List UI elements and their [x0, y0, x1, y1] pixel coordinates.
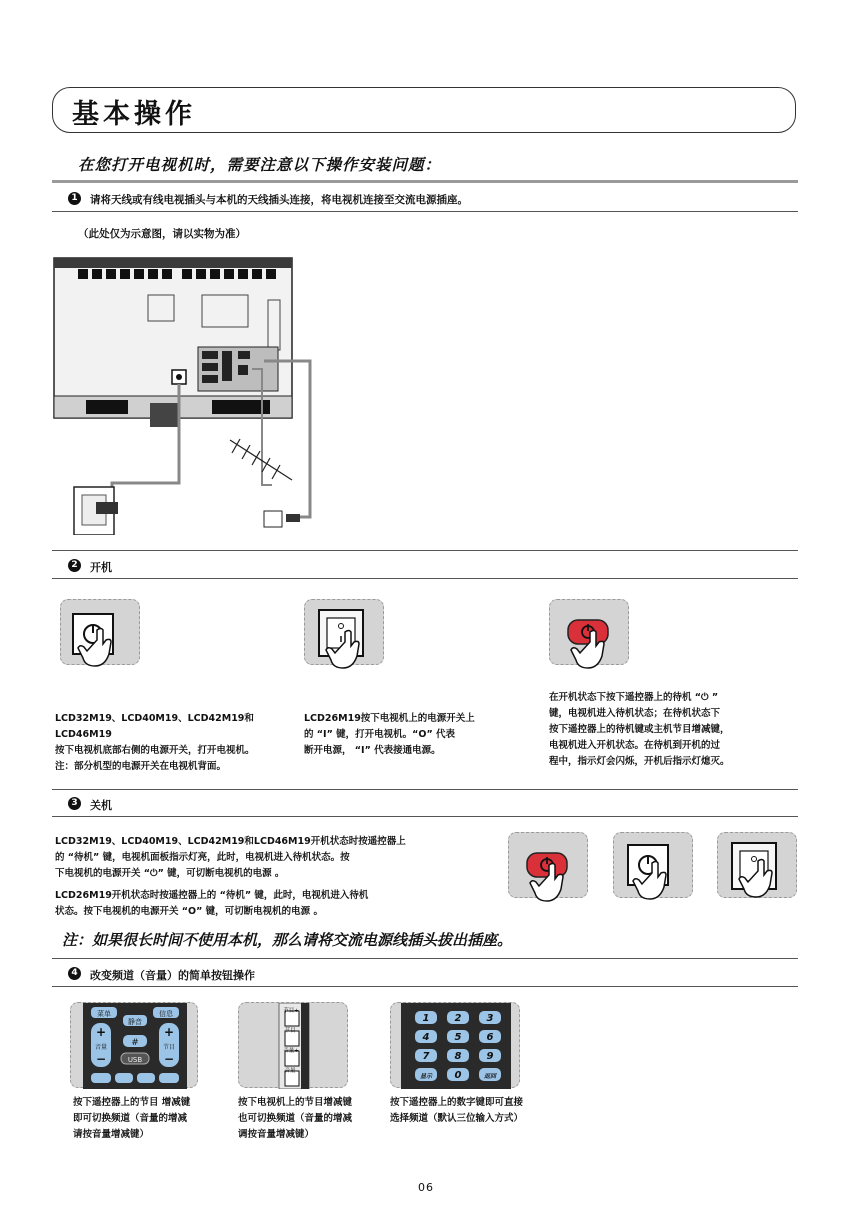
section-2-text-2: LCD26M19按下电视机上的电源开关上 的 “I” 键，打开电视机。“O” 代表 断开电源， “I” 代表接通电源。 [304, 713, 475, 756]
section-2-title: 开机 [90, 561, 112, 574]
svg-text:静音: 静音 [128, 1018, 142, 1026]
section-4-number: 4 [68, 967, 81, 980]
section-3-title: 关机 [90, 799, 112, 812]
intro-text: 在您打开电视机时，需要注意以下操作安装问题： [78, 155, 442, 174]
antenna-plug [264, 511, 282, 527]
number-key-label: 6 [486, 1032, 494, 1043]
unplug-note: 注：如果很长时间不使用本机，那么请将交流电源线插头拔出插座。 [62, 931, 513, 949]
page-title: 基本操作 [72, 99, 196, 130]
tv-back-panel [54, 258, 292, 418]
section-2-text-1: LCD32M19、LCD40M19、LCD42M19和LCD46M19 按下电视机底部右侧的电源开关，打开电视机。 注：部分机型的电源开关在电视机背面。 [55, 713, 255, 772]
divider [52, 816, 798, 817]
svg-text:音量+: 音量+ [283, 1048, 299, 1054]
svg-text:−: − [95, 1052, 107, 1066]
svg-text:节目-: 节目- [284, 1028, 298, 1034]
standby-button [568, 620, 608, 644]
section-1-title: 请将天线或有线电视插头与本机的天线插头连接，将电视机连接至交流电源插座。 [90, 194, 468, 206]
divider [52, 180, 798, 183]
power-button-illustration [613, 832, 693, 898]
remote-channel-keys [70, 1002, 198, 1088]
tv-top-vents [54, 258, 292, 268]
section-4-title: 改变频道（音量）的简单按钮操作 [90, 969, 255, 982]
rocker-switch-illustration [717, 832, 797, 898]
standby-button-illustration [549, 599, 629, 665]
section-2-text-3: 在开机状态下按下遥控器上的待机 “⏻ ” 键，电视机进入待机状态；在待机状态下 按下遥控器上的待机键或主机节目增减键， 电视机进入开机状态。在待机到开机的过 程中，指示灯会闪烁，开机后指示灯熄灭。 [549, 692, 730, 767]
number-key-label: 5 [454, 1032, 462, 1043]
svg-text:−: − [163, 1052, 175, 1066]
tv-connection-diagram [52, 255, 332, 535]
number-key-label: 3 [486, 1013, 494, 1024]
remote-2-caption: 按下电视机上的节目增减键 也可切换频道（音量的增减 调按音量增减键） [238, 1097, 353, 1140]
divider [52, 578, 798, 579]
number-key-label: 返回 [483, 1073, 497, 1080]
standby-button [527, 853, 567, 877]
svg-text:USB: USB [127, 1056, 143, 1064]
divider [52, 986, 798, 987]
section-3-text-1: LCD32M19、LCD40M19、LCD42M19和LCD46M19开机状态时按遥控器上 的 “待机” 键，电视机面板指示灯亮，此时，电视机进入待机状态。按 下电视机的电源开关 “⏻” 键，可切断电视机的电源 。 [55, 836, 406, 879]
number-key-label: 4 [422, 1032, 430, 1043]
svg-text:+: + [95, 1025, 107, 1039]
number-key-label: 7 [422, 1051, 430, 1062]
svg-text:音量: 音量 [94, 1044, 108, 1051]
remote-3-caption: 按下遥控器上的数字键即可直接 选择频道（默认三位输入方式） [390, 1097, 524, 1124]
svg-text:音量-: 音量- [284, 1068, 298, 1074]
svg-text:节目: 节目 [162, 1044, 176, 1051]
svg-text:节目+: 节目+ [283, 1008, 299, 1014]
remote-number-keys [390, 1002, 520, 1088]
remote-1-caption: 按下遥控器上的节目 增减键 即可切换频道（音量的增减 请按音量增减键） [73, 1097, 191, 1140]
number-key-label: 显示 [419, 1073, 433, 1080]
svg-text:菜单: 菜单 [97, 1010, 111, 1018]
svg-text:#: # [131, 1038, 139, 1048]
section-3-number: 3 [68, 797, 81, 810]
number-key-label: 8 [454, 1051, 462, 1062]
number-key-label: 1 [422, 1013, 430, 1024]
section-2-number: 2 [68, 559, 81, 572]
power-button-illustration [60, 599, 140, 665]
number-key-label: 9 [486, 1051, 494, 1062]
section-1-caption: （此处仅为示意图，请以实物为准） [78, 228, 246, 240]
rocker-switch-illustration [304, 599, 384, 665]
divider [52, 211, 798, 212]
section-1-number: 1 [68, 192, 81, 205]
section-3-text-2: LCD26M19开机状态时按遥控器上的 “待机” 键，此时，电视机进入待机 状态。按下电视机的电源开关 “O” 键，可切断电视机的电源 。 [55, 890, 369, 917]
standby-button-illustration [508, 832, 588, 898]
divider [52, 958, 798, 959]
svg-text:+: + [163, 1025, 175, 1039]
divider [52, 789, 798, 790]
page-number: 06 [418, 1181, 434, 1194]
number-key-label: 2 [454, 1013, 462, 1024]
svg-text:信息: 信息 [159, 1010, 173, 1018]
number-key-label: 0 [454, 1070, 462, 1081]
divider [52, 550, 798, 551]
tv-side-keys [238, 1002, 348, 1088]
